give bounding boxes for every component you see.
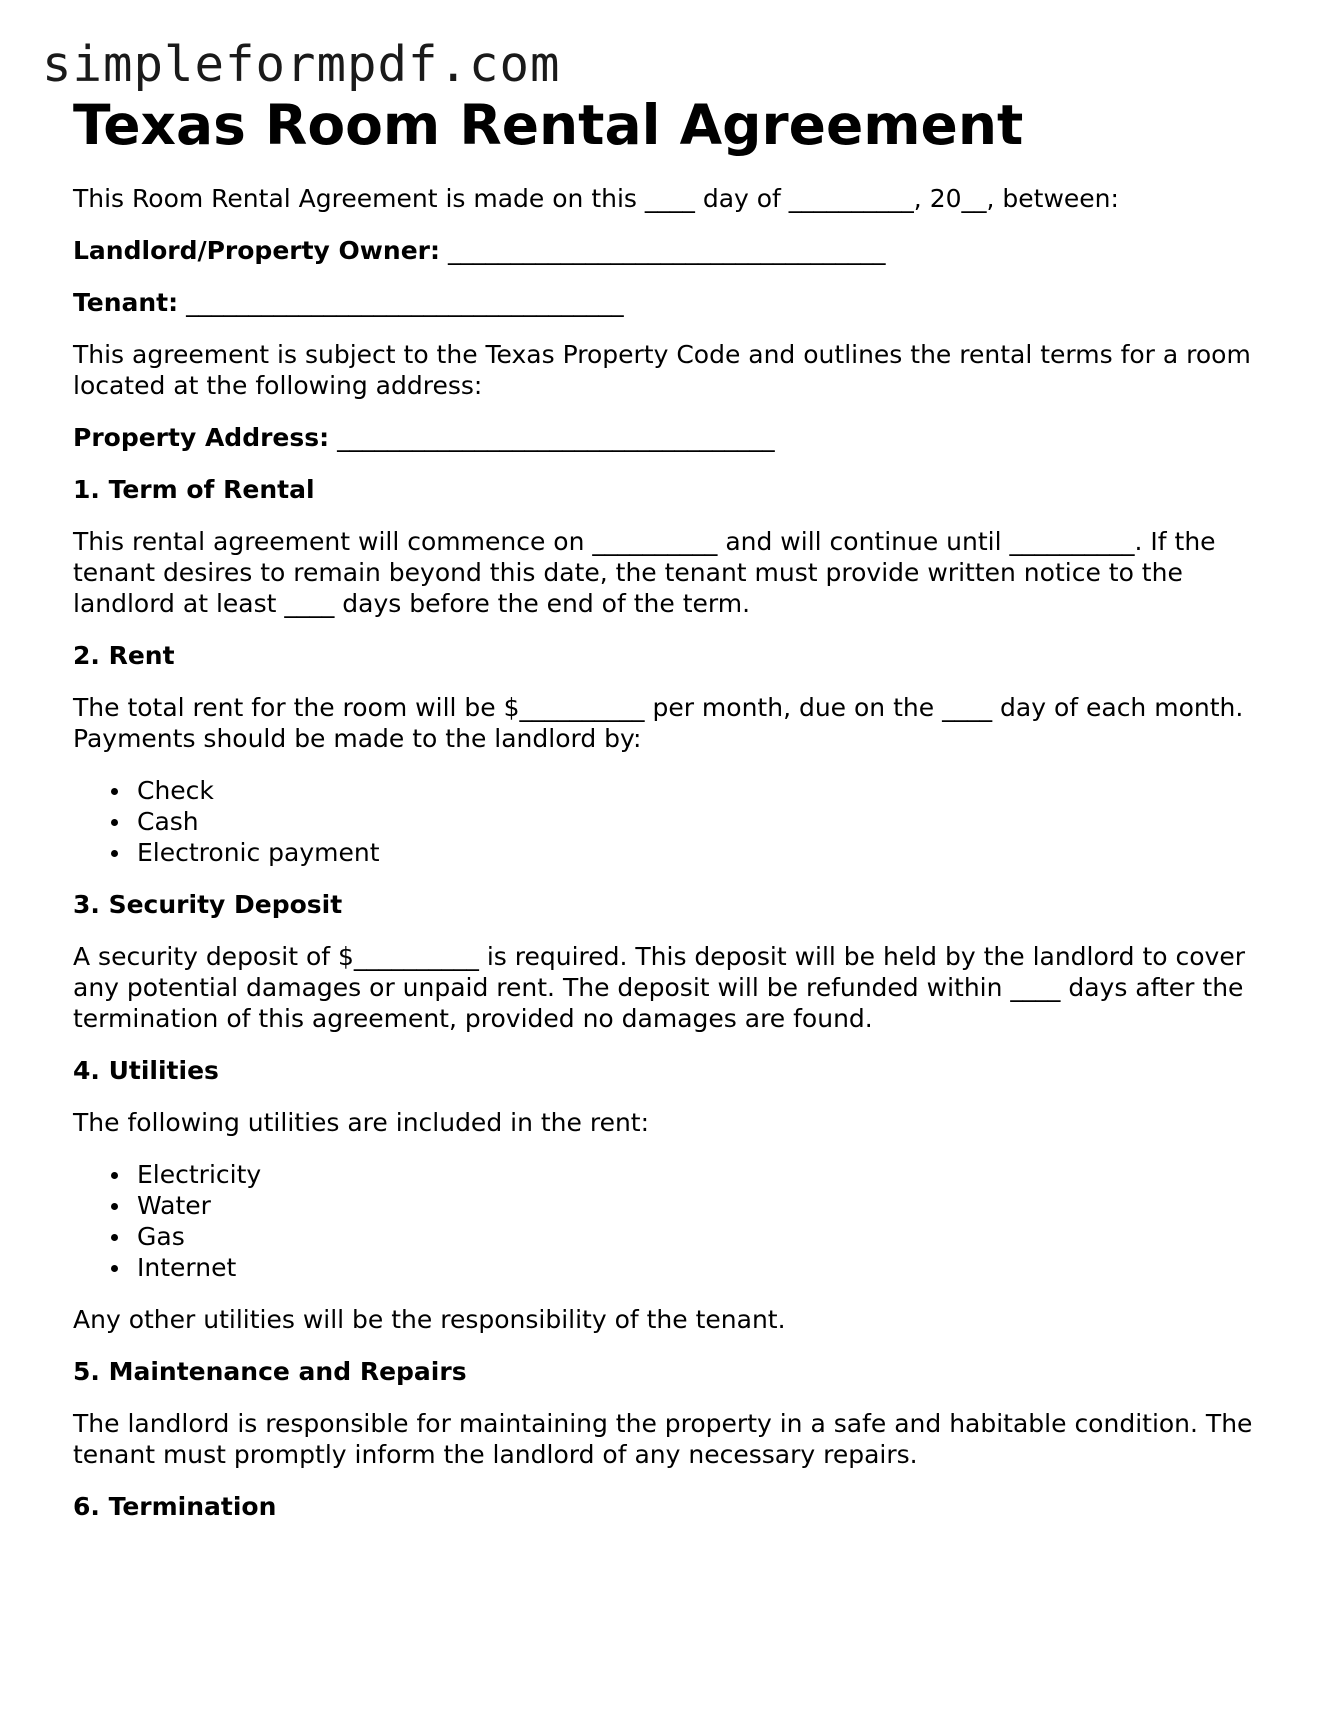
section-heading-deposit: 3. Security Deposit: [73, 890, 343, 919]
list-item: Cash: [73, 806, 1253, 837]
document-title: Texas Room Rental Agreement: [73, 93, 1024, 157]
intro-paragraph: This Room Rental Agreement is made on this ____ day of __________, 20__, between:: [73, 184, 1119, 213]
list-item: Water: [73, 1190, 1253, 1221]
section-body-deposit: A security deposit of $__________ is required. This deposit will be held by the landlord to cover any potential damages or unpaid rent. The deposit will be refunded within ____ days after the termination of this agreement, provided no damages are found.: [73, 942, 1245, 1033]
landlord-label: Landlord/Property Owner:: [73, 236, 440, 265]
section-body-maintenance: The landlord is responsible for maintaining the property in a safe and habitable condition. The tenant must promptly inform the landlord of any necessary repairs.: [73, 1409, 1253, 1469]
section-heading-utilities: 4. Utilities: [73, 1056, 219, 1085]
payment-method-list: [73, 775, 1253, 868]
section-heading-termination: 6. Termination: [73, 1492, 277, 1521]
section-body-term: This rental agreement will commence on __________ and will continue until __________. If the tenant desires to remain beyond this date, the tenant must provide written notice to the landlord at least ____ days before the end of the term.: [73, 527, 1216, 618]
landlord-blank: ___________________________________: [447, 236, 886, 265]
subject-paragraph: This agreement is subject to the Texas Property Code and outlines the rental terms for a room located at the following address:: [73, 340, 1251, 400]
property-address-line: [73, 422, 1253, 453]
section-body-utilities: The following utilities are included in the rent:: [73, 1108, 650, 1137]
tenant-line: [73, 287, 1253, 318]
section-heading-maintenance: 5. Maintenance and Repairs: [73, 1357, 467, 1386]
tenant-blank: ___________________________________: [186, 288, 624, 317]
document-page: [73, 92, 1253, 1522]
landlord-line: [73, 235, 1253, 266]
list-item: Check: [73, 775, 1253, 806]
list-item: Electricity: [73, 1159, 1253, 1190]
tenant-label: Tenant:: [73, 288, 179, 317]
list-item: Internet: [73, 1252, 1253, 1283]
section-heading-rent: 2. Rent: [73, 641, 175, 670]
watermark: simpleformpdf.com: [42, 36, 561, 93]
property-address-blank: ___________________________________: [337, 423, 775, 452]
list-item: Gas: [73, 1221, 1253, 1252]
section-heading-term: 1. Term of Rental: [73, 475, 315, 504]
utilities-note: Any other utilities will be the responsibility of the tenant.: [73, 1305, 786, 1334]
utilities-list: [73, 1159, 1253, 1283]
section-body-rent: The total rent for the room will be $__________ per month, due on the ____ day of each month. Payments should be made to the landlord by:: [73, 693, 1244, 753]
property-address-label: Property Address:: [73, 423, 330, 452]
list-item: Electronic payment: [73, 837, 1253, 868]
